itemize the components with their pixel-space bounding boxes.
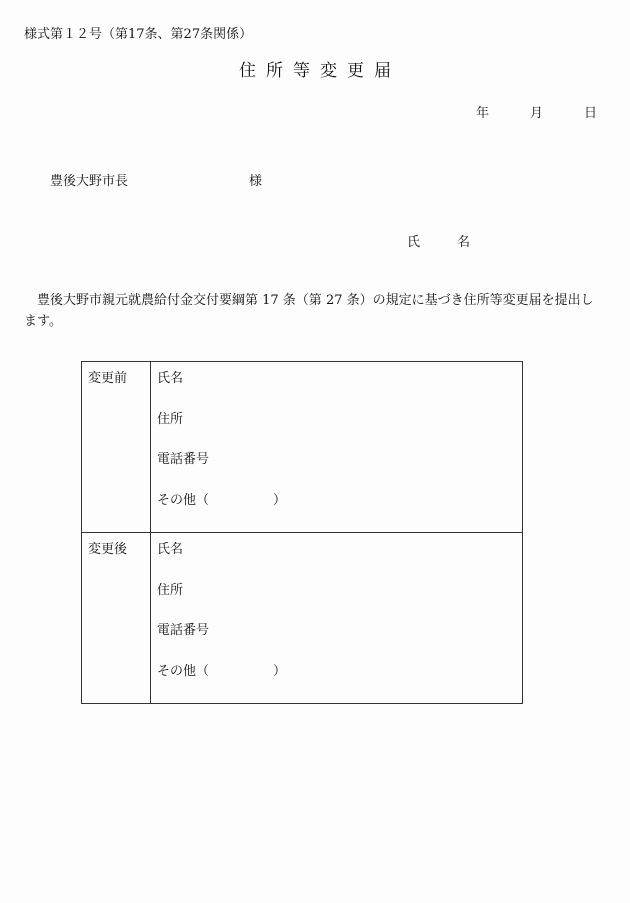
statement-text: 豊後大野市親元就農給付金交付要綱第 17 条（第 27 条）の規定に基づき住所等変更届を提出します。: [24, 293, 594, 329]
date-day-label: 日: [584, 106, 598, 121]
field-phone-after[interactable]: 電話番号: [157, 623, 210, 638]
addressee: 豊後大野市長: [50, 174, 129, 189]
date-year-label: 年: [476, 106, 490, 121]
field-other-after[interactable]: [157, 663, 522, 704]
form-number: 様式第１２号（第17条、第27条関係）: [24, 27, 253, 42]
field-phone-before[interactable]: 電話番号: [157, 452, 210, 467]
table-row-before: [82, 362, 523, 533]
date-month-label: 月: [530, 106, 544, 121]
table-row-after: [82, 533, 523, 704]
field-address-before[interactable]: 住所: [157, 411, 184, 427]
field-name-before[interactable]: 氏名: [157, 371, 184, 386]
field-address-after[interactable]: 住所: [157, 582, 184, 598]
page-title: 住所等変更届: [239, 61, 401, 81]
field-other-before[interactable]: [157, 492, 522, 533]
other-label-before: その他（: [157, 492, 210, 508]
other-label-after: その他（: [157, 663, 210, 679]
row-label-before: 変更前: [82, 362, 151, 533]
applicant-name-label: 氏 名: [407, 235, 483, 250]
change-table: [81, 361, 523, 704]
other-close-before: ）: [273, 492, 287, 508]
field-name-after[interactable]: 氏名: [157, 542, 184, 557]
fields-before: [151, 362, 523, 533]
other-close-after: ）: [273, 663, 287, 679]
fields-after: [151, 533, 523, 704]
row-label-after: 変更後: [82, 533, 151, 704]
honorific: 様: [249, 174, 263, 189]
